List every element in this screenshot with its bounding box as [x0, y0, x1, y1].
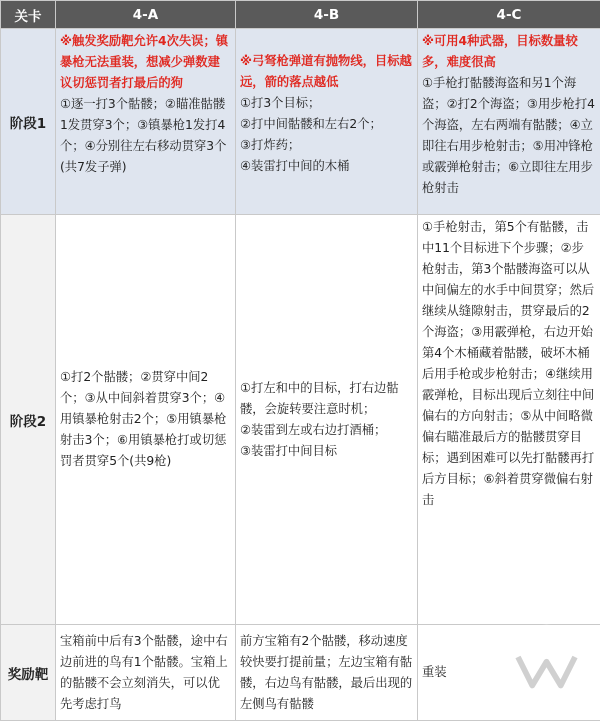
- text-stage1-4c: ①手枪打骷髅海盗和另1个海盗；②打2个海盗；③用步枪打4个海盗，左右两端有骷髅；④立即往右用步枪射击；⑤用冲锋枪或霰弹枪射击；⑥立即往左用步枪射击: [422, 73, 596, 199]
- note-stage1-4c: ※可用4种武器，目标数量较多，难度很高: [422, 31, 596, 73]
- text-stage2-4a: ①打2个骷髅；②贯穿中间2个；③从中间斜着贯穿3个；④用镇暴枪射击2个；⑤用镇暴枪射击3个；⑥用镇暴枪打或切惩罚者贯穿5个(共9枪): [60, 367, 231, 472]
- cell-stage2-4b: [236, 215, 418, 625]
- line-stage1-4b-2: ②打中间骷髅和左右2个；: [240, 114, 413, 135]
- text-stage1-4a: ①逐一打3个骷髅；②瞄准骷髅1发贯穿3个；③镇暴枪1发打4个；④分别往左右移动贯穿3个(共7发子弹): [60, 94, 231, 178]
- note-stage1-4b: ※弓弩枪弹道有抛物线，目标越远，箭的落点越低: [240, 51, 413, 93]
- table-row-stage1: [1, 29, 600, 215]
- cell-stage1-4b: [236, 29, 418, 215]
- cell-bonus-4a: [56, 625, 236, 721]
- row-label-bonus: 奖励靶: [1, 625, 56, 721]
- header-stage: 关卡: [1, 1, 56, 29]
- cell-bonus-4c: [418, 625, 600, 721]
- line-stage2-4b-3: ③装雷打中间目标: [240, 441, 413, 462]
- text-bonus-4b: 前方宝箱有2个骷髅，移动速度较快要打提前量；左边宝箱有骷髅，右边鸟有骷髅，最后出现的左侧鸟有骷髅: [240, 631, 413, 715]
- header-4c: 4-C: [418, 1, 600, 29]
- header-4b: 4-B: [236, 1, 418, 29]
- cell-stage2-4a: [56, 215, 236, 625]
- row-label-stage2: 阶段2: [1, 215, 56, 625]
- cell-stage2-4c: [418, 215, 600, 625]
- text-bonus-4c: 重装: [422, 662, 596, 683]
- cell-bonus-4b: [236, 625, 418, 721]
- table-row-stage2: [1, 215, 600, 625]
- line-stage1-4b-3: ③打炸药；: [240, 135, 413, 156]
- line-stage1-4b-1: ①打3个目标；: [240, 93, 413, 114]
- table-header-row: [1, 1, 600, 29]
- line-stage1-4b-4: ④装雷打中间的木桶: [240, 156, 413, 177]
- row-label-stage1: 阶段1: [1, 29, 56, 215]
- text-stage2-4c: ①手枪射击，第5个有骷髅，击中11个目标进下个步骤；②步枪射击，第3个骷髅海盗可以从中间偏左的水手中间贯穿；然后继续从缝隙射击，贯穿最后的2个海盗；③用霰弹枪，右边开始第4个木桶藏着骷髅，破坏木桶后用手枪或步枪射击；④继续用霰弹枪，目标出现后立刻往中间偏右的方向射击；⑤从中间略微偏右瞄准最后方的骷髅贯穿目标；遇到困难可以先打骷髅再打后方目标；⑥斜着贯穿微偏右射击: [422, 217, 596, 511]
- line-stage2-4b-1: ①打左和中的目标，打右边骷髅，会旋转要注意时机；: [240, 378, 413, 420]
- cell-stage1-4a: [56, 29, 236, 215]
- line-stage2-4b-2: ②装雷到左或右边打酒桶；: [240, 420, 413, 441]
- note-stage1-4a: ※触发奖励靶允许4次失误；镇暴枪无法重装，想减少弹数建议切惩罚者打最后的狗: [60, 31, 231, 94]
- cell-stage1-4c: [418, 29, 600, 215]
- text-bonus-4a: 宝箱前中后有3个骷髅，途中右边前进的鸟有1个骷髅。宝箱上的骷髅不会立刻消失，可以优先考虑打鸟: [60, 631, 231, 715]
- table-row-bonus: [1, 625, 600, 721]
- header-4a: 4-A: [56, 1, 236, 29]
